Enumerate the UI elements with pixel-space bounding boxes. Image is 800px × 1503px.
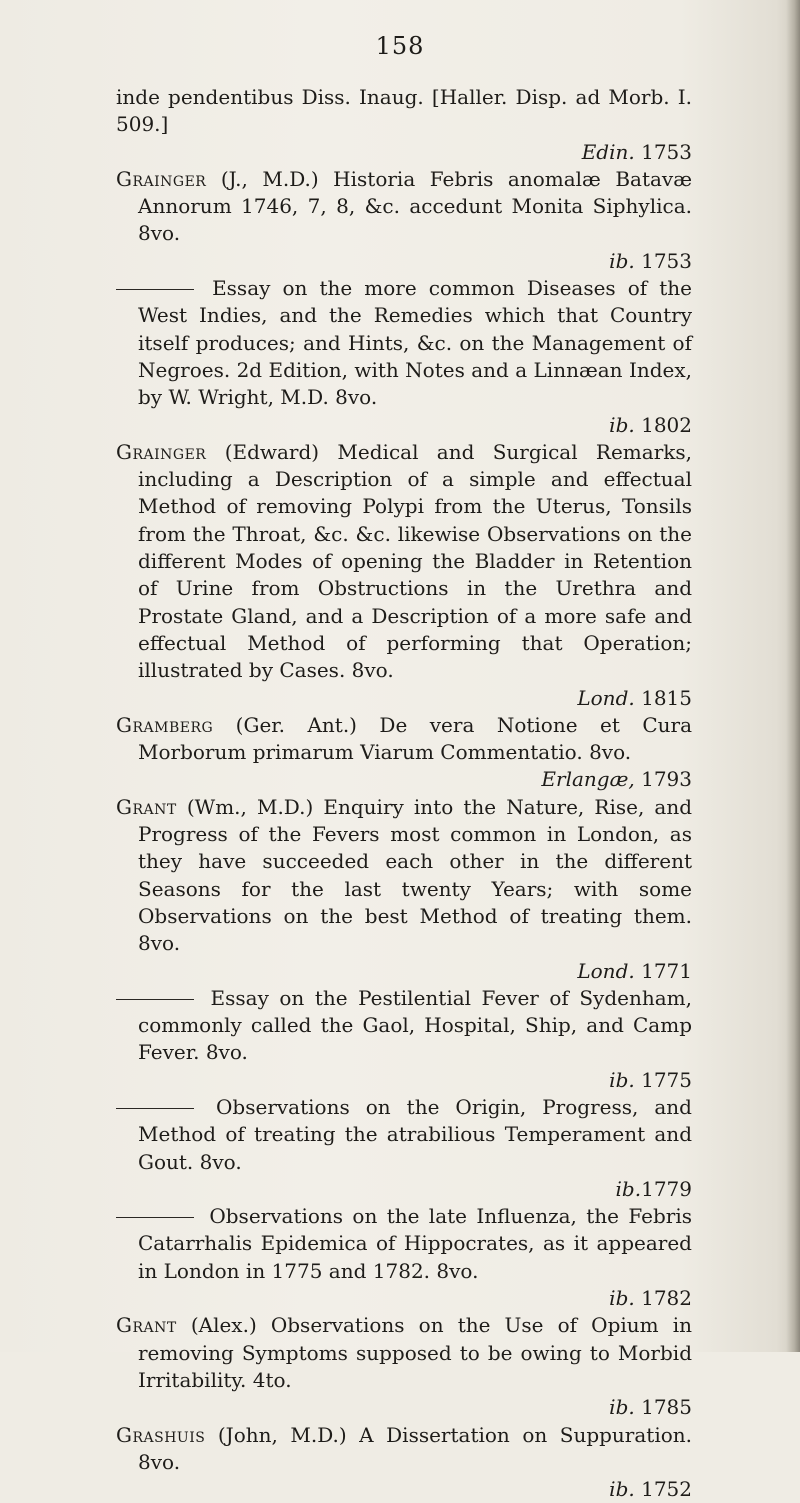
entry bbox=[116, 1312, 692, 1421]
imprint-year: 1771 bbox=[641, 958, 692, 983]
entry-author: Grant bbox=[116, 1313, 177, 1338]
entry-body: (J., M.D.) Historia Febris anomalæ Batavæ Annorum 1746, 7, 8, &c. accedunt Monita Siphylica. 8vo. bbox=[138, 166, 693, 246]
entry-imprint bbox=[138, 1394, 692, 1421]
imprint-year: 1793 bbox=[641, 767, 692, 792]
entry-body: Essay on the more common Diseases of the West Indies, and the Remedies which that Country itself produces; and Hints, &c. on the Management of Negroes. 2d Edition, with Notes and a Linnæan Index, by W. Wright, M.D. 8vo. bbox=[138, 276, 692, 410]
entry-imprint bbox=[138, 1476, 692, 1503]
bibliography-list bbox=[116, 84, 692, 1503]
entry bbox=[116, 166, 692, 275]
entry-author: Grashuis bbox=[116, 1422, 206, 1447]
ditto-dash bbox=[116, 1217, 194, 1218]
entry-imprint bbox=[138, 1285, 692, 1312]
imprint-place: ib. bbox=[615, 1176, 642, 1201]
ditto-dash bbox=[116, 1108, 194, 1109]
imprint-year: 1782 bbox=[641, 1286, 692, 1311]
imprint-year: 1785 bbox=[641, 1395, 692, 1420]
entry bbox=[116, 1203, 692, 1312]
entry bbox=[116, 712, 692, 794]
imprint-year: 1779 bbox=[641, 1176, 692, 1201]
entry bbox=[116, 1094, 692, 1203]
entry-body: (John, M.D.) A Dissertation on Suppuration. 8vo. bbox=[138, 1422, 693, 1474]
imprint-place: ib. bbox=[609, 1286, 635, 1311]
imprint-place: ib. bbox=[609, 1067, 635, 1092]
entry-body: (Alex.) Observations on the Use of Opium in removing Symptoms supposed to be owing to Morbid Irritability. 4to. bbox=[138, 1313, 692, 1392]
entry bbox=[116, 275, 692, 439]
entry-author: Gramberg bbox=[116, 712, 214, 737]
imprint-place: Edin. bbox=[581, 139, 635, 164]
entry-imprint bbox=[138, 766, 692, 793]
imprint-year: 1775 bbox=[641, 1067, 692, 1092]
entry-continuation bbox=[116, 84, 692, 166]
imprint-year: 1753 bbox=[641, 248, 692, 273]
entry-body: Essay on the Pestilential Fever of Sydenham, commonly called the Gaol, Hospital, Ship, and Camp Fever. 8vo. bbox=[138, 985, 692, 1065]
entry-author: Grant bbox=[116, 794, 177, 819]
entry-imprint bbox=[138, 1176, 692, 1203]
entry-imprint bbox=[138, 1067, 692, 1094]
entry bbox=[116, 985, 692, 1094]
entry bbox=[116, 1422, 692, 1503]
entry bbox=[116, 439, 692, 712]
entry-body: (Ger. Ant.) De vera Notione et Cura Morborum primarum Viarum Commentatio. 8vo. bbox=[138, 712, 693, 765]
entry-imprint bbox=[138, 685, 692, 712]
imprint-year: 1802 bbox=[641, 412, 692, 437]
imprint-place: ib. bbox=[609, 1395, 635, 1420]
ditto-dash bbox=[116, 999, 194, 1000]
entry bbox=[116, 794, 692, 985]
entry-body: Observations on the Origin, Progress, and Method of treating the atrabilious Temperament and Gout. 8vo. bbox=[138, 1094, 692, 1174]
ditto-dash bbox=[116, 289, 194, 290]
entry-imprint bbox=[116, 139, 692, 166]
entry-imprint bbox=[138, 412, 692, 439]
entry-imprint bbox=[138, 958, 692, 985]
imprint-place: ib. bbox=[609, 1477, 635, 1502]
entry-body: (Edward) Medical and Surgical Remarks, including a Description of a simple and effectual Method of removing Polypi from the Uterus, Tonsils from the Throat, &c. &c. likewise Observations on the different Modes of opening the Bladder in Retention of Urine from Obstructions in the Urethra and Prostate Gland, and a Description of a more safe and effectual Method of performing that Operation; illustrated by Cases. 8vo. bbox=[138, 439, 692, 683]
entry-body: (Wm., M.D.) Enquiry into the Nature, Rise, and Progress of the Fevers most common in London, as they have succeeded each other in the different Seasons for the last twenty Years; with some Observations on the best Method of treating them. 8vo. bbox=[138, 794, 692, 956]
entry-author: Grainger bbox=[116, 439, 207, 464]
imprint-year: 1815 bbox=[641, 685, 692, 710]
entry-body: Observations on the late Influenza, the Febris Catarrhalis Epidemica of Hippocrates, as it appeared in London in 1775 and 1782. 8vo. bbox=[138, 1204, 692, 1283]
imprint-year: 1753 bbox=[641, 139, 692, 164]
imprint-place: Lond. bbox=[577, 685, 635, 710]
entry-imprint bbox=[138, 248, 692, 275]
imprint-place: ib. bbox=[609, 248, 635, 273]
page-number: 158 bbox=[375, 32, 425, 60]
imprint-place: ib. bbox=[609, 412, 635, 437]
entry-author: Grainger bbox=[116, 166, 207, 191]
imprint-place: Erlangæ, bbox=[541, 767, 635, 792]
imprint-place: Lond. bbox=[577, 958, 635, 983]
imprint-year: 1752 bbox=[641, 1477, 692, 1502]
entry-body: inde pendentibus Diss. Inaug. [Haller. Disp. ad Morb. I. 509.] bbox=[116, 85, 692, 137]
page-edge-shadow bbox=[786, 0, 800, 1352]
